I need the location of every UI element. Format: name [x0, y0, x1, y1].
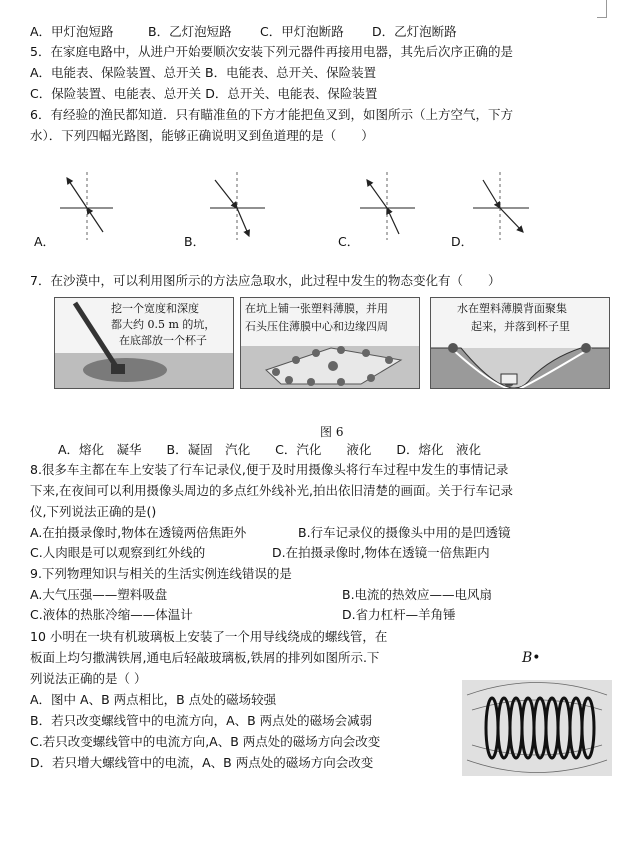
q8-option-d: D.在拍摄录像时,物体在透镜一倍焦距内: [272, 545, 490, 560]
q10-stem-line1: 10 小明在一块有机玻璃板上安装了一个用导线绕成的螺线管，在: [30, 629, 388, 644]
q8-option-a: A.在拍摄录像时,物体在透镜两倍焦距外: [30, 525, 247, 540]
q10-stem-line3: 列说法正确的是（ ）: [30, 671, 147, 686]
q6-diagram-a: [60, 172, 113, 240]
q7-options: A．熔化 凝华 B．凝固 汽化 C．汽化 液化 D．熔化 液化: [58, 442, 481, 457]
q10-stem-line2: 板面上均匀撒满铁屑,通电后轻敲玻璃板,铁屑的排列如图所示.下: [30, 650, 380, 665]
q7-panel1-line1: 挖一个宽度和深度: [111, 302, 199, 315]
q10-option-d: D．若只增大螺线管中的电流，A、B 两点处的磁场方向会改变: [30, 755, 374, 770]
q6-diagram-b: [210, 172, 265, 240]
q6-label-b: B．: [184, 234, 206, 249]
q10-solenoid-figure: [462, 650, 612, 776]
q6-diagram-c: [360, 172, 415, 240]
q8-stem-line2: 下来,在夜间可以利用摄像头周边的多点红外线补光,拍出依旧清楚的画面。关于行车记录: [30, 483, 513, 498]
q7-panel-dig-pit: [54, 297, 234, 389]
page-corner-mark: [606, 0, 607, 18]
q5-options-ab: A．电能表、保险装置、总开关 B．电能表、总开关、保险装置: [30, 65, 377, 80]
q8-stem-line1: 8.很多车主都在车上安装了行车记录仪,便于及时用摄像头将行车过程中发生的事情记录: [30, 462, 509, 477]
q4-option-d: D．乙灯泡断路: [372, 24, 457, 39]
page-corner-mark: [597, 17, 607, 18]
q9-option-a: A.大气压强——塑料吸盘: [30, 587, 168, 602]
q10-option-a: A．图中 A、B 两点相比，B 点处的磁场较强: [30, 692, 277, 707]
q6-stem-line2: 水）．下列四幅光路图，能够正确说明叉到鱼道理的是（ ）: [30, 128, 374, 143]
q8-option-b: B.行车记录仪的摄像头中用的是凹透镜: [298, 525, 511, 540]
q9-option-d: D.省力杠杆—羊角锤: [342, 607, 456, 622]
q9-option-b: B.电流的热效应——电风扇: [342, 587, 493, 602]
q7-panel1-line2: 都大约 0.5 m 的坑，: [111, 318, 216, 331]
q4-option-c: C．甲灯泡断路: [260, 24, 344, 39]
q6-label-a: A．: [34, 234, 56, 249]
q10-point-b-label: B•: [522, 650, 541, 666]
q8-stem-line3: 仪,下列说法正确的是(): [30, 504, 157, 519]
q7-panel3-line1: 水在塑料薄膜背面聚集: [457, 302, 567, 315]
q5-stem: 5．在家庭电路中，从进户开始要顺次安装下列元器件再接用电器，其先后次序正确的是: [30, 44, 513, 59]
q6-label-c: C．: [338, 234, 360, 249]
q10-option-c: C.若只改变螺线管中的电流方向,A、B 两点处的磁场方向会改变: [30, 734, 381, 749]
q9-stem: 9.下列物理知识与相关的生活实例连线错误的是: [30, 566, 292, 581]
q10-option-b: B．若只改变螺线管中的电流方向，A、B 两点处的磁场会减弱: [30, 713, 373, 728]
q7-panel2-line1: 在坑上铺一张塑料薄膜，并用: [245, 302, 388, 315]
q7-panel3-line2: 起来，并落到杯子里: [471, 320, 570, 333]
q7-figure-caption: 图 6: [320, 425, 344, 439]
q7-panel-plastic-film: [240, 297, 420, 389]
q7-panel2-line2: 石头压住薄膜中心和边缘四周: [245, 320, 388, 333]
q8-option-c: C.人肉眼是可以观察到红外线的: [30, 545, 206, 560]
q6-label-d: D．: [451, 234, 474, 249]
q9-option-c: C.液体的热胀冷缩——体温计: [30, 607, 193, 622]
q6-diagram-d: [473, 172, 529, 240]
q5-options-cd: C．保险装置、电能表、总开关 D．总开关、电能表、保险装置: [30, 86, 378, 101]
q6-light-path-diagrams: [55, 170, 615, 250]
q7-panel1-line3: 在底部放一个杯子: [119, 334, 207, 347]
q4-option-a: A．甲灯泡短路: [30, 24, 114, 39]
q7-stem: 7．在沙漠中，可以利用图所示的方法应急取水，此过程中发生的物态变化有（ ）: [30, 273, 501, 288]
q4-option-b: B．乙灯泡短路: [148, 24, 232, 39]
q6-stem-line1: 6．有经验的渔民都知道．只有瞄准鱼的下方才能把鱼叉到，如图所示（上方空气，下方: [30, 107, 513, 122]
q7-panel-condensation: [430, 297, 610, 389]
